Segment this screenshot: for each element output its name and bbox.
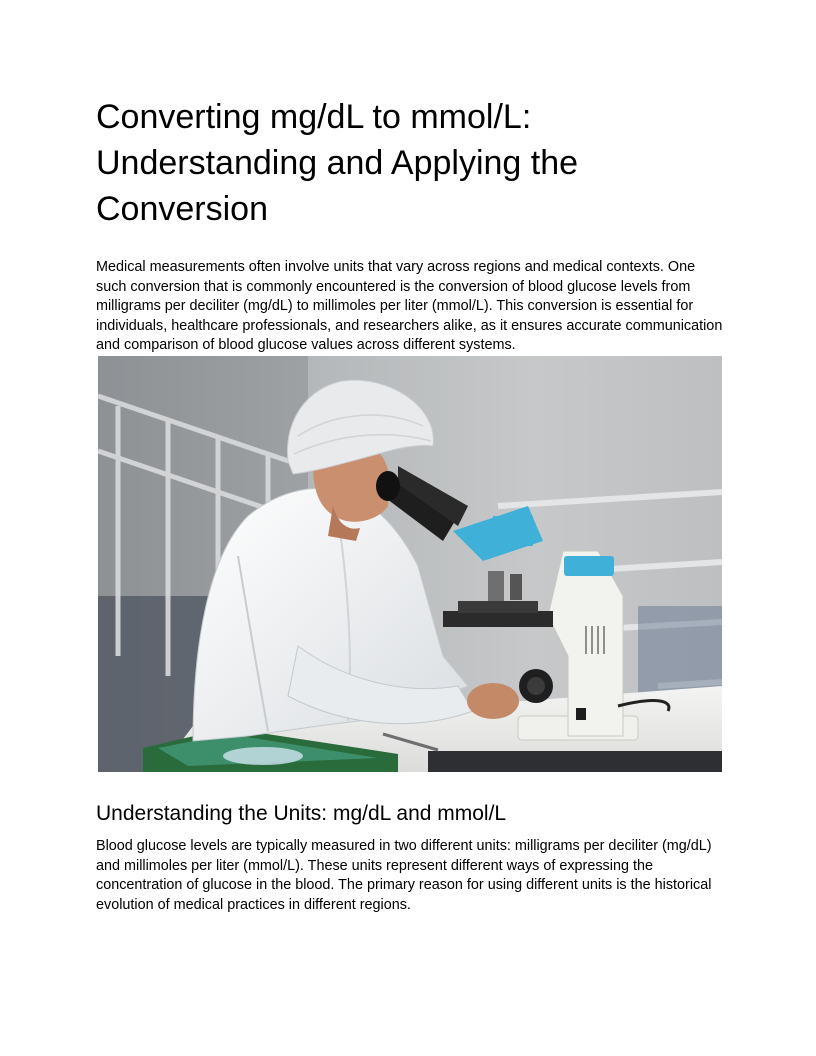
intro-paragraph: Medical measurements often involve units that vary across regions and medical contexts. One such conversion that is commonly encountered is the conversion of blood glucose levels from milligrams per deciliter (mg/dL) to millimoles per liter (mmol/L). This conversion is essential for individuals, healthcare professionals, and researchers alike, as it ensures accurate communication and comparison of blood glucose values across different systems. (96, 259, 723, 354)
lab-scientist-microscope-photo (98, 356, 722, 772)
section-heading: Understanding the Units: mg/dL and mmol/L (96, 802, 507, 825)
page-title: Converting mg/dL to mmol/L: Understanding and Applying the Conversion (96, 98, 579, 228)
units-paragraph: Blood glucose levels are typically measured in two different units: milligrams per deciliter (mg/dL) and millimoles per liter (mmol/L). These units represent different ways of expressing the concentration of glucose in the blood. The primary reason for using different units is the historical evolution of medical practices in different regions. (96, 838, 712, 913)
